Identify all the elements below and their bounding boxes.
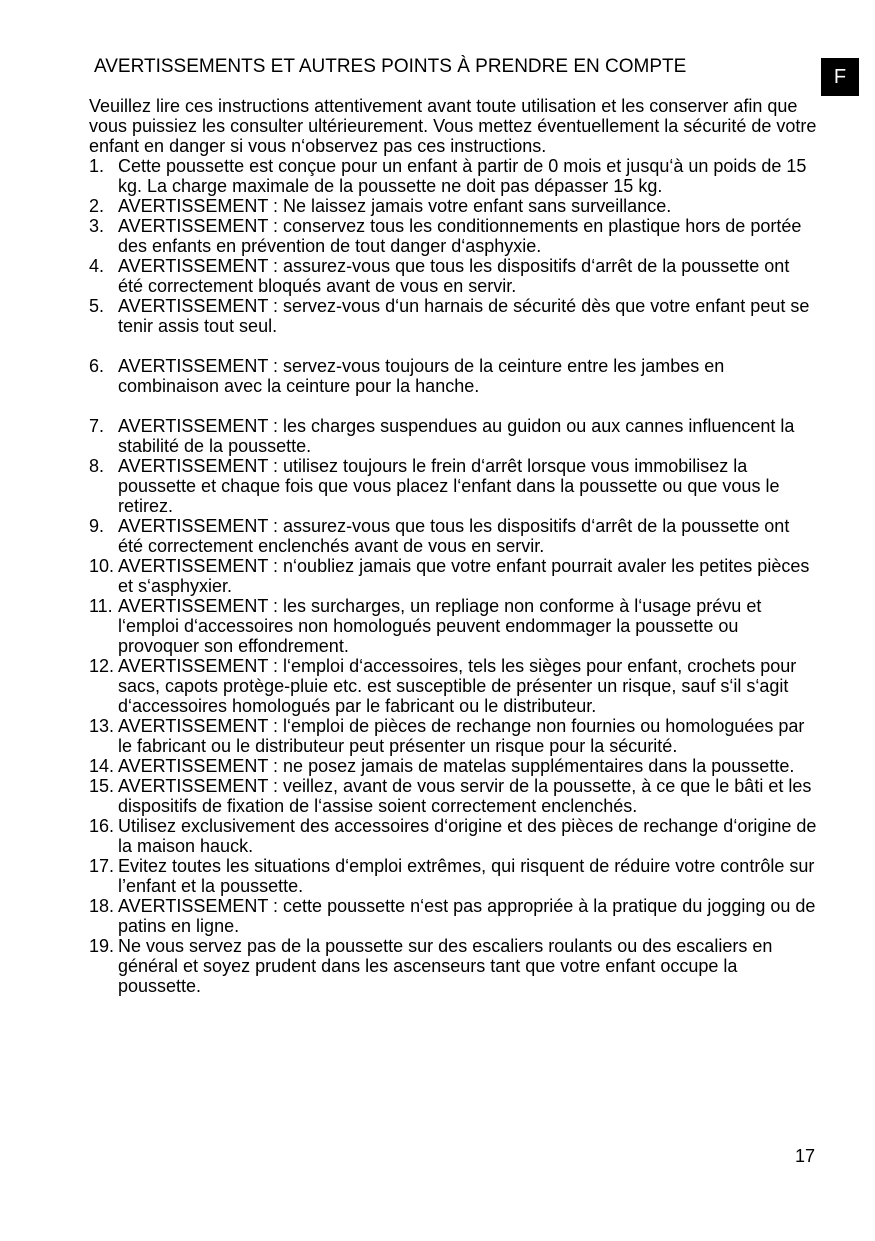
page-title: AVERTISSEMENTS ET AUTRES POINTS À PRENDRE EN COMPTE [94, 56, 687, 77]
list-item [89, 216, 819, 256]
item-text: AVERTISSEMENT : n‘oubliez jamais que votre enfant pourrait avaler les petites pièces et s‘asphyxier. [118, 556, 810, 596]
list-item [89, 716, 819, 756]
list-item [89, 756, 819, 776]
list-item [89, 416, 819, 456]
list-item [89, 516, 819, 556]
item-number: 19. [89, 936, 115, 956]
page-number: 17 [795, 1146, 816, 1166]
item-number: 2. [89, 196, 105, 216]
item-number: 7. [89, 416, 105, 436]
item-number: 1. [89, 156, 105, 176]
item-text: AVERTISSEMENT : les charges suspendues au guidon ou aux cannes influencent la stabilité de la poussette. [118, 416, 795, 456]
item-text: AVERTISSEMENT : cette poussette n‘est pas appropriée à la pratique du jogging ou de patins en ligne. [118, 896, 816, 936]
item-number: 9. [89, 516, 105, 536]
list-item [89, 936, 819, 996]
item-number: 13. [89, 716, 115, 736]
item-text: AVERTISSEMENT : Ne laissez jamais votre enfant sans surveillance. [118, 196, 672, 216]
item-number: 18. [89, 896, 115, 916]
item-text: AVERTISSEMENT : l‘emploi de pièces de rechange non fournies ou homologuées par le fabricant ou le distributeur peut présenter un risque pour la sécurité. [118, 716, 805, 756]
list-item [89, 156, 819, 196]
item-number: 10. [89, 556, 115, 576]
item-number: 5. [89, 296, 105, 316]
item-text: Ne vous servez pas de la poussette sur des escaliers roulants ou des escaliers en général et soyez prudent dans les ascenseurs tant que votre enfant occupe la poussette. [118, 936, 773, 996]
list-item [89, 596, 819, 656]
list-item [89, 656, 819, 716]
item-number: 4. [89, 256, 105, 276]
list-item [89, 556, 819, 596]
item-text: AVERTISSEMENT : servez-vous toujours de la ceinture entre les jambes en combinaison avec la ceinture pour la hanche. [118, 356, 725, 396]
item-number: 3. [89, 216, 105, 236]
list-item [89, 296, 819, 336]
item-text: AVERTISSEMENT : servez-vous d‘un harnais de sécurité dès que votre enfant peut se tenir assis tout seul. [118, 296, 810, 336]
item-number: 6. [89, 356, 105, 376]
item-text: AVERTISSEMENT : l‘emploi d‘accessoires, tels les sièges pour enfant, crochets pour sacs, capots protège-pluie etc. est susceptible de présenter un risque, sauf s‘il s‘agit d‘accessoires homologués par le fabricant ou le distributeur. [118, 656, 797, 716]
item-text: AVERTISSEMENT : utilisez toujours le frein d‘arrêt lorsque vous immobilisez la poussette et chaque fois que vous placez l‘enfant dans la poussette ou que vous le retirez. [118, 456, 780, 516]
language-tab: F [821, 58, 859, 96]
warnings-section [89, 96, 819, 996]
list-item [89, 896, 819, 936]
list-item [89, 856, 819, 896]
item-number: 17. [89, 856, 115, 876]
item-text: AVERTISSEMENT : assurez-vous que tous les dispositifs d‘arrêt de la poussette ont été correctement bloqués avant de vous en servir. [118, 256, 790, 296]
item-number: 16. [89, 816, 115, 836]
intro-paragraph: Veuillez lire ces instructions attentivement avant toute utilisation et les conserver afin que vous puissiez les consulter ultérieurement. Vous mettez éventuellement la sécurité de votre enfant en danger si vous n‘observez pas ces instructions. [89, 96, 817, 156]
warnings-list [89, 156, 819, 996]
item-text: AVERTISSEMENT : les surcharges, un repliage non conforme à l‘usage prévu et l‘emploi d‘accessoires non homologués peuvent endommager la poussette ou provoquer son effondrement. [118, 596, 762, 656]
list-item [89, 196, 819, 216]
item-text: Cette poussette est conçue pour un enfant à partir de 0 mois et jusqu‘à un poids de 15 kg. La charge maximale de la poussette ne doit pas dépasser 15 kg. [118, 156, 807, 196]
item-text: AVERTISSEMENT : ne posez jamais de matelas supplémentaires dans la poussette. [118, 756, 795, 776]
list-item [89, 356, 819, 396]
list-item [89, 776, 819, 816]
item-number: 8. [89, 456, 105, 476]
item-text: AVERTISSEMENT : conservez tous les conditionnements en plastique hors de portée des enfants en prévention de tout danger d‘asphyxie. [118, 216, 802, 256]
list-item [89, 816, 819, 856]
item-text: AVERTISSEMENT : veillez, avant de vous servir de la poussette, à ce que le bâti et les dispositifs de fixation de l‘assise soient correctement enclenchés. [118, 776, 812, 816]
item-text: Evitez toutes les situations d‘emploi extrêmes, qui risquent de réduire votre contrôle sur l’enfant et la poussette. [118, 856, 815, 896]
item-number: 11. [89, 596, 113, 616]
item-text: AVERTISSEMENT : assurez-vous que tous les dispositifs d‘arrêt de la poussette ont été correctement enclenchés avant de vous en servir. [118, 516, 790, 556]
list-item [89, 456, 819, 516]
item-number: 12. [89, 656, 115, 676]
list-item [89, 256, 819, 296]
item-number: 14. [89, 756, 115, 776]
item-text: Utilisez exclusivement des accessoires d‘origine et des pièces de rechange d‘origine de la maison hauck. [118, 816, 817, 856]
item-number: 15. [89, 776, 115, 796]
